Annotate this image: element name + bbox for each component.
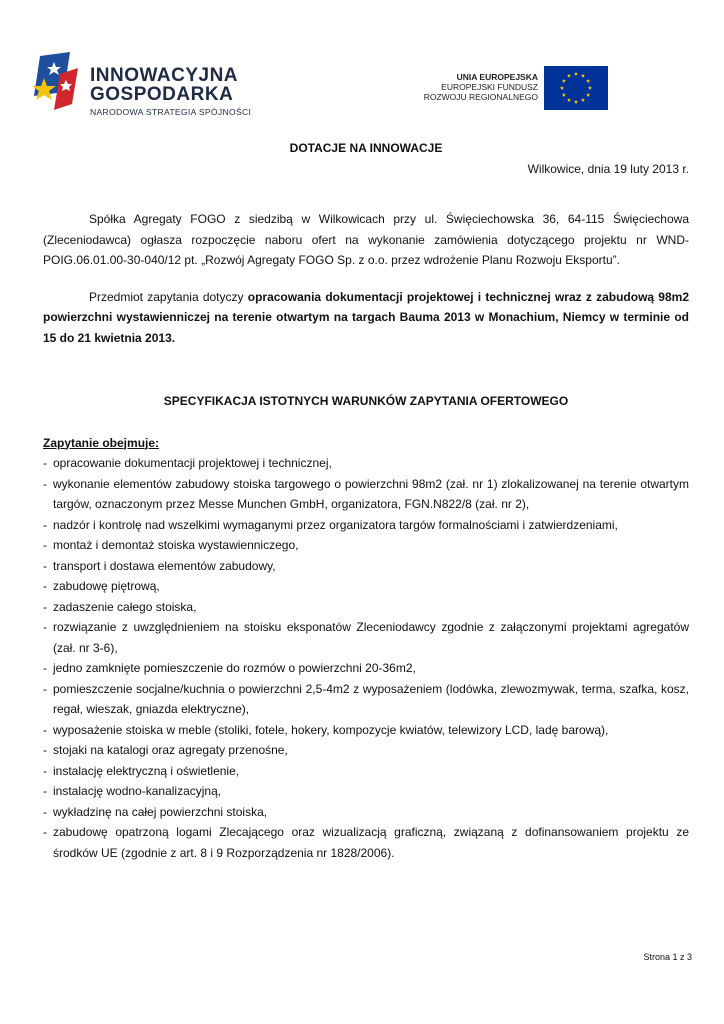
ig-logo-line2: GOSPODARKA <box>90 84 234 105</box>
list-item: - zabudowę opatrzoną logami Zlecającego oraz wizualizacją graficzną, związaną z dofinansowaniem projektu ze środków UE (zgodnie z art. 8 i 9 Rozporządzenia nr 1828/2006). <box>43 822 689 863</box>
list-item: - wykonanie elementów zabudowy stoiska targowego o powierzchni 98m2 (zał. nr 1) zlokalizowanej na terenie otwartym targów, oznaczonym przez Messe Munchen GmbH, organizatora, FGN.N822/8 (zał. nr 2), <box>43 474 689 515</box>
ig-star-mark-icon <box>30 52 86 118</box>
ig-logo-line3: NARODOWA STRATEGIA SPÓJNOŚCI <box>90 107 252 117</box>
list-item: - wykładzinę na całej powierzchni stoiska, <box>43 802 689 823</box>
intro-paragraph: Spółka Agregaty FOGO z siedzibą w Wilkowicach przy ul. Święciechowska 36, 64-115 Święciechowa (Zleceniodawca) ogłasza rozpoczęcie naboru ofert na wykonanie zamówienia dotyczącego projektu nr WND-POIG.06.01.00-30-040/12 pt. „Rozwój Agregaty FOGO Sp. z o.o. przez wdrożenie Planu Rozwoju Eksportu”. <box>43 212 689 267</box>
page-number: Strona 1 z 3 <box>643 952 692 962</box>
list-item: - instalację elektryczną i oświetlenie, <box>43 761 689 782</box>
subject-prefix: Przedmiot zapytania dotyczy <box>89 289 248 304</box>
list-item: - stojaki na katalogi oraz agregaty przenośne, <box>43 740 689 761</box>
document-date: Wilkowice, dnia 19 luty 2013 r. <box>527 161 689 176</box>
scope-list <box>43 453 689 863</box>
page-header <box>0 0 724 130</box>
list-item: - instalację wodno-kanalizacyjną, <box>43 781 689 802</box>
subject-paragraph <box>43 287 689 349</box>
list-item: - wyposażenie stoiska w meble (stoliki, fotele, hokery, kompozycje kwiatów, telewizory LCD, ladę barową), <box>43 720 689 741</box>
ig-logo-line1: INNOWACYJNA <box>90 65 239 86</box>
scope-heading: Zapytanie obejmuje: <box>43 435 160 450</box>
spec-heading: SPECYFIKACJA ISTOTNYCH WARUNKÓW ZAPYTANIA OFERTOWEGO <box>163 394 569 408</box>
eu-logo-line1: UNIA EUROPEJSKA <box>456 72 538 82</box>
innowacyjna-gospodarka-logo <box>30 52 270 122</box>
list-item: - montaż i demontaż stoiska wystawienniczego, <box>43 535 689 556</box>
list-item: - rozwiązanie z uwzględnieniem na stoisku eksponatów Zleceniodawcy zgodnie z załączonymi projektami agregatów (zał. nr 3-6), <box>43 617 689 658</box>
document-body <box>43 138 689 863</box>
list-item: - jedno zamknięte pomieszczenie do rozmów o powierzchni 20-36m2, <box>43 658 689 679</box>
eu-fund-logo <box>420 66 610 112</box>
subject-bold: opracowania dokumentacji projektowej i technicznej wraz z zabudową 98m2 powierzchni wystawienniczej na terenie otwartym na targach Bauma 2013 w Monachium, Niemcy w terminie od 15 do 21 kwietnia 2013. <box>43 289 689 345</box>
list-item: - pomieszczenie socjalne/kuchnia o powierzchni 2,5-4m2 z wyposażeniem (lodówka, zlewozmywak, terma, szafka, kosz, regał, wieszak, gniazda elektryczne), <box>43 679 689 720</box>
eu-flag-icon <box>544 66 608 110</box>
list-item: - nadzór i kontrolę nad wszelkimi wymaganymi przez organizatora targów formalnościami i zatwierdzeniami, <box>43 515 689 536</box>
list-item: - zadaszenie całego stoiska, <box>43 597 689 618</box>
eu-logo-line2: EUROPEJSKI FUNDUSZ <box>441 82 538 92</box>
list-item: - zabudowę piętrową, <box>43 576 689 597</box>
list-item: - transport i dostawa elementów zabudowy, <box>43 556 689 577</box>
eu-logo-line3: ROZWOJU REGIONALNEGO <box>423 92 538 102</box>
list-item: - opracowanie dokumentacji projektowej i technicznej, <box>43 453 689 474</box>
document-title: DOTACJE NA INNOWACJE <box>289 141 443 155</box>
